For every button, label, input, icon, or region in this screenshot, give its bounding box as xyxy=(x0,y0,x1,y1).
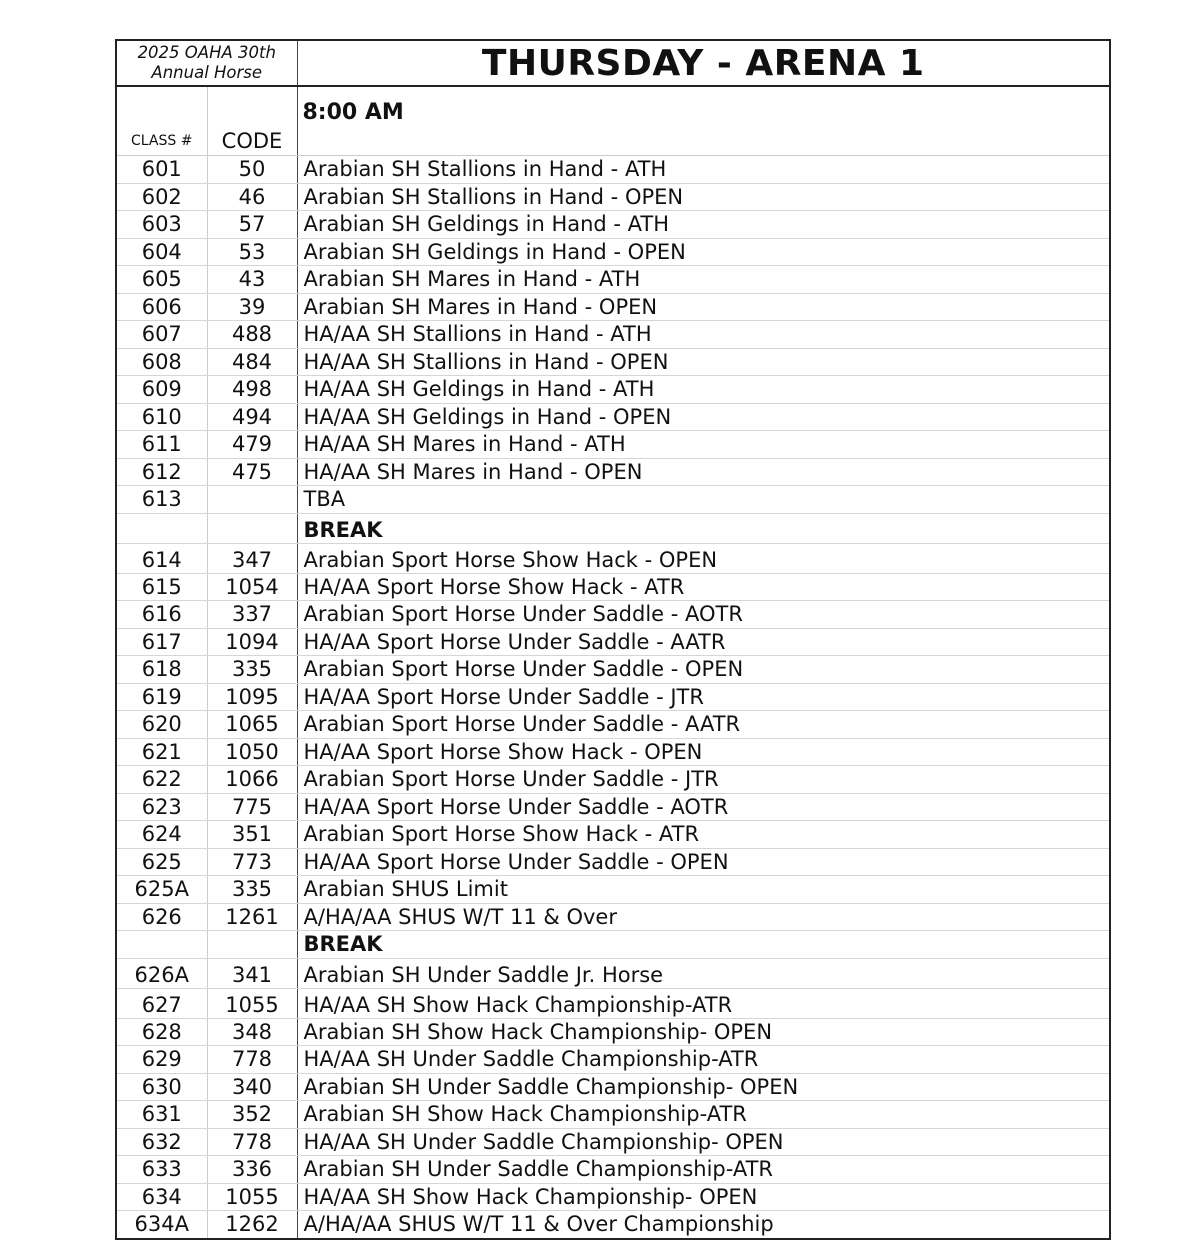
class-name: Arabian Sport Horse Under Saddle - OPEN xyxy=(297,656,1109,684)
class-code: 348 xyxy=(207,1018,297,1046)
schedule-sheet xyxy=(115,39,1111,1240)
class-name: Arabian Sport Horse Under Saddle - JTR xyxy=(297,766,1109,794)
class-number: 625A xyxy=(117,876,207,904)
show-name-line2: Annual Horse xyxy=(151,63,263,82)
class-number: 621 xyxy=(117,738,207,766)
class-code: 335 xyxy=(207,876,297,904)
class-code: 1065 xyxy=(207,711,297,739)
table-row xyxy=(117,848,1109,876)
class-code: 53 xyxy=(207,238,297,266)
table-row xyxy=(117,628,1109,656)
class-number: 615 xyxy=(117,573,207,601)
class-name: Arabian SH Stallions in Hand - OPEN xyxy=(297,183,1109,211)
class-code: 46 xyxy=(207,183,297,211)
class-number: 619 xyxy=(117,683,207,711)
table-row xyxy=(117,738,1109,766)
column-header-row xyxy=(117,86,1109,156)
class-number: 601 xyxy=(117,156,207,184)
class-name: HA/AA SH Stallions in Hand - OPEN xyxy=(297,348,1109,376)
table-row xyxy=(117,656,1109,684)
table-row xyxy=(117,821,1109,849)
table-row xyxy=(117,211,1109,239)
class-name: HA/AA SH Geldings in Hand - ATH xyxy=(297,376,1109,404)
class-code: 352 xyxy=(207,1101,297,1129)
class-number: 631 xyxy=(117,1101,207,1129)
table-row xyxy=(117,766,1109,794)
break-label: BREAK xyxy=(297,931,1109,959)
table-row xyxy=(117,293,1109,321)
class-code: 43 xyxy=(207,266,297,294)
class-number: 609 xyxy=(117,376,207,404)
class-number xyxy=(117,931,207,959)
table-row xyxy=(117,543,1109,573)
class-code: 347 xyxy=(207,543,297,573)
class-number: 632 xyxy=(117,1128,207,1156)
class-name: HA/AA SH Show Hack Championship-ATR xyxy=(297,988,1109,1018)
class-number: 625 xyxy=(117,848,207,876)
class-name: Arabian SH Show Hack Championship-ATR xyxy=(297,1101,1109,1129)
class-name: Arabian SH Under Saddle Championship- OPEN xyxy=(297,1073,1109,1101)
table-row xyxy=(117,876,1109,904)
class-code: 498 xyxy=(207,376,297,404)
class-code: 336 xyxy=(207,1156,297,1184)
table-row xyxy=(117,1101,1109,1129)
class-code: 773 xyxy=(207,848,297,876)
class-number: 604 xyxy=(117,238,207,266)
class-code: 1055 xyxy=(207,988,297,1018)
class-column-header: CLASS # xyxy=(117,86,207,156)
class-name: Arabian SH Geldings in Hand - ATH xyxy=(297,211,1109,239)
class-name: Arabian Sport Horse Under Saddle - AOTR xyxy=(297,601,1109,629)
class-code: 494 xyxy=(207,403,297,431)
table-row xyxy=(117,403,1109,431)
class-code: 1094 xyxy=(207,628,297,656)
table-row xyxy=(117,601,1109,629)
class-name: HA/AA Sport Horse Show Hack - ATR xyxy=(297,573,1109,601)
page-title: THURSDAY - ARENA 1 xyxy=(297,41,1109,86)
class-number: 620 xyxy=(117,711,207,739)
class-name: HA/AA Sport Horse Show Hack - OPEN xyxy=(297,738,1109,766)
table-row xyxy=(117,711,1109,739)
break-row xyxy=(117,931,1109,959)
class-name: Arabian SH Under Saddle Championship-ATR xyxy=(297,1156,1109,1184)
class-name: HA/AA SH Geldings in Hand - OPEN xyxy=(297,403,1109,431)
schedule-table xyxy=(117,41,1109,1238)
table-row xyxy=(117,958,1109,988)
class-code: 1066 xyxy=(207,766,297,794)
table-row xyxy=(117,458,1109,486)
class-code: 488 xyxy=(207,321,297,349)
class-number: 608 xyxy=(117,348,207,376)
table-row xyxy=(117,486,1109,514)
class-name: TBA xyxy=(297,486,1109,514)
class-code xyxy=(207,486,297,514)
class-number: 611 xyxy=(117,431,207,459)
class-name: HA/AA SH Show Hack Championship- OPEN xyxy=(297,1183,1109,1211)
class-name: HA/AA Sport Horse Under Saddle - AOTR xyxy=(297,793,1109,821)
class-name: Arabian SH Mares in Hand - OPEN xyxy=(297,293,1109,321)
class-number: 618 xyxy=(117,656,207,684)
title-row xyxy=(117,41,1109,86)
class-number: 606 xyxy=(117,293,207,321)
class-number: 603 xyxy=(117,211,207,239)
class-code: 775 xyxy=(207,793,297,821)
break-label: BREAK xyxy=(297,513,1109,543)
class-name: HA/AA SH Mares in Hand - OPEN xyxy=(297,458,1109,486)
table-row xyxy=(117,183,1109,211)
class-name: HA/AA Sport Horse Under Saddle - JTR xyxy=(297,683,1109,711)
show-name xyxy=(117,41,297,86)
class-name: Arabian SH Under Saddle Jr. Horse xyxy=(297,958,1109,988)
class-name: HA/AA SH Mares in Hand - ATH xyxy=(297,431,1109,459)
class-code: 351 xyxy=(207,821,297,849)
class-code: 39 xyxy=(207,293,297,321)
class-number: 634A xyxy=(117,1211,207,1238)
class-code: 1054 xyxy=(207,573,297,601)
table-row xyxy=(117,573,1109,601)
class-number: 602 xyxy=(117,183,207,211)
class-number: 617 xyxy=(117,628,207,656)
class-number: 627 xyxy=(117,988,207,1018)
class-name: A/HA/AA SHUS W/T 11 & Over Championship xyxy=(303,1212,774,1237)
class-name: HA/AA Sport Horse Under Saddle - AATR xyxy=(297,628,1109,656)
class-number: 624 xyxy=(117,821,207,849)
table-row xyxy=(117,1046,1109,1074)
table-row xyxy=(117,376,1109,404)
class-code: 1055 xyxy=(207,1183,297,1211)
class-code: 335 xyxy=(207,656,297,684)
class-name: HA/AA SH Under Saddle Championship-ATR xyxy=(297,1046,1109,1074)
class-number: 616 xyxy=(117,601,207,629)
class-code: 340 xyxy=(207,1073,297,1101)
class-number: 628 xyxy=(117,1018,207,1046)
class-number: 607 xyxy=(117,321,207,349)
class-code xyxy=(207,513,297,543)
class-number: 629 xyxy=(117,1046,207,1074)
table-row xyxy=(117,348,1109,376)
table-row xyxy=(117,1073,1109,1101)
table-row xyxy=(117,321,1109,349)
class-number: 626A xyxy=(117,958,207,988)
class-name: HA/AA SH Under Saddle Championship- OPEN xyxy=(297,1128,1109,1156)
table-row xyxy=(117,266,1109,294)
class-code xyxy=(207,931,297,959)
class-name: HA/AA Sport Horse Under Saddle - OPEN xyxy=(297,848,1109,876)
class-code: 337 xyxy=(207,601,297,629)
class-code: 778 xyxy=(207,1128,297,1156)
class-name: Arabian SH Geldings in Hand - OPEN xyxy=(297,238,1109,266)
table-row xyxy=(117,1183,1109,1211)
class-number xyxy=(117,513,207,543)
class-code: 1262 xyxy=(207,1211,297,1238)
class-number: 626 xyxy=(117,903,207,931)
class-code: 341 xyxy=(207,958,297,988)
table-row xyxy=(117,156,1109,184)
class-number: 612 xyxy=(117,458,207,486)
class-name: Arabian SHUS Limit xyxy=(297,876,1109,904)
table-row xyxy=(117,1211,1109,1238)
class-code: 484 xyxy=(207,348,297,376)
table-row xyxy=(117,1018,1109,1046)
class-name: Arabian Sport Horse Show Hack - ATR xyxy=(297,821,1109,849)
class-name: Arabian SH Stallions in Hand - ATH xyxy=(297,156,1109,184)
table-row xyxy=(117,1128,1109,1156)
class-number: 605 xyxy=(117,266,207,294)
table-row xyxy=(117,903,1109,931)
start-time: 8:00 AM xyxy=(297,86,1109,156)
class-number: 614 xyxy=(117,543,207,573)
class-number: 634 xyxy=(117,1183,207,1211)
class-code: 475 xyxy=(207,458,297,486)
table-row xyxy=(117,988,1109,1018)
class-code: 50 xyxy=(207,156,297,184)
class-code: 57 xyxy=(207,211,297,239)
table-row xyxy=(117,431,1109,459)
class-number: 630 xyxy=(117,1073,207,1101)
class-number: 623 xyxy=(117,793,207,821)
table-row xyxy=(117,683,1109,711)
table-row xyxy=(117,1156,1109,1184)
table-row xyxy=(117,238,1109,266)
class-name: HA/AA SH Stallions in Hand - ATH xyxy=(297,321,1109,349)
class-name: A/HA/AA SHUS W/T 11 & Over xyxy=(297,903,1109,931)
class-code: 1095 xyxy=(207,683,297,711)
class-name: Arabian SH Mares in Hand - ATH xyxy=(297,266,1109,294)
class-code: 1050 xyxy=(207,738,297,766)
show-name-line1: 2025 OAHA 30th xyxy=(137,43,276,62)
class-code: 778 xyxy=(207,1046,297,1074)
code-column-header: CODE xyxy=(207,86,297,156)
class-number: 610 xyxy=(117,403,207,431)
class-code: 479 xyxy=(207,431,297,459)
class-name: Arabian Sport Horse Under Saddle - AATR xyxy=(297,711,1109,739)
class-number: 613 xyxy=(117,486,207,514)
table-row xyxy=(117,793,1109,821)
class-name: Arabian SH Show Hack Championship- OPEN xyxy=(297,1018,1109,1046)
break-row xyxy=(117,513,1109,543)
class-code: 1261 xyxy=(207,903,297,931)
class-number: 622 xyxy=(117,766,207,794)
class-number: 633 xyxy=(117,1156,207,1184)
class-name: Arabian Sport Horse Show Hack - OPEN xyxy=(297,543,1109,573)
